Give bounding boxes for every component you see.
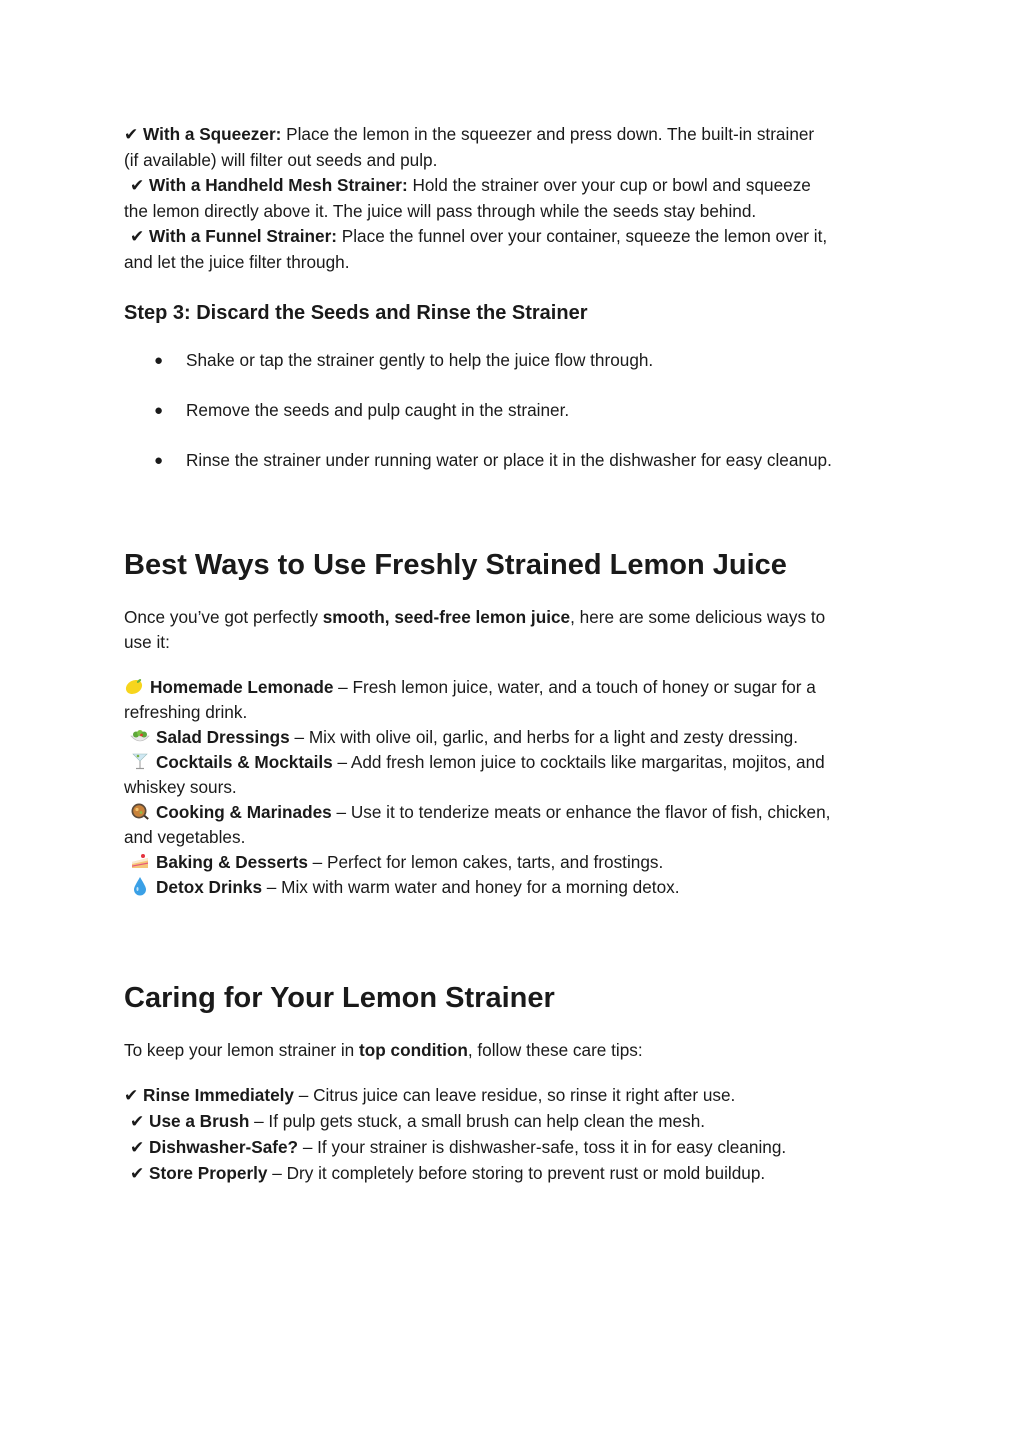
list-item: Baking & Desserts – Perfect for lemon cakes, tarts, and frostings. [124, 850, 904, 875]
strainer-methods: ✔ With a Squeezer: Place the lemon in the squeezer and press down. The built-in strainer (if available) will filter out seeds and pulp. ✔ With a Handheld Mesh Strainer: Hold the strainer over your cup or bowl and squeeze the lemon directly above it. The juice will pass through while the seeds stay behind. ✔ With a Funnel Strainer: Place the funnel over your container, squeeze the lemon over it, and let the juice filter through. [124, 122, 904, 275]
document-page [124, 122, 904, 1187]
bullet-icon: ● [154, 352, 164, 369]
bullet-icon: ● [154, 402, 164, 419]
list-item: ● Shake or tap the strainer gently to help the juice flow through. [124, 348, 904, 373]
method-funnel: ✔ With a Funnel Strainer: Place the funnel over your container, squeeze the lemon over it, [130, 226, 828, 247]
check-icon: ✔ [130, 1112, 145, 1132]
list-item: Detox Drinks – Mix with warm water and honey for a morning detox. [124, 875, 904, 900]
bullet-icon: ● [154, 452, 164, 469]
step3-bullet-list [124, 348, 904, 473]
list-item: Salad Dressings – Mix with olive oil, garlic, and herbs for a light and zesty dressing. [124, 725, 904, 750]
salad-icon [130, 726, 150, 746]
list-item: ✔ Store Properly – Dry it completely before storing to prevent rust or mold buildup. [130, 1163, 766, 1184]
check-icon: ✔ [130, 1138, 145, 1158]
check-icon: ✔ [130, 227, 145, 247]
method-handheld: ✔ With a Handheld Mesh Strainer: Hold the strainer over your cup or bowl and squeeze [130, 175, 811, 196]
method-label: With a Handheld Mesh Strainer: [149, 175, 408, 195]
uses-list: Homemade Lemonade – Fresh lemon juice, water, and a touch of honey or sugar for a refreshing drink. Salad Dressings – Mix with olive oil, garlic, and herbs for a light and zesty dressing. Cocktails & Mocktails – Add fresh lemon juice to cocktails like margaritas, mojitos, and whiskey sours. Cooking & Marinades – Use it to tenderize meats or enhance the flavor of fish, chicken, and vegetables. Baking & Desserts – Perfect for lemon cakes, tarts, and frostings. Detox Drinks – Mix with warm water and honey for a morning detox. [124, 675, 904, 900]
pan-icon [130, 801, 150, 821]
cake-icon [130, 851, 150, 871]
list-item: Cocktails & Mocktails – Add fresh lemon juice to cocktails like margaritas, mojitos, and [124, 750, 904, 775]
lemon-icon [124, 676, 144, 696]
method-squeezer: ✔ With a Squeezer: Place the lemon in the squeezer and press down. The built-in strainer [124, 124, 815, 145]
list-item: ✔ Rinse Immediately – Citrus juice can leave residue, so rinse it right after use. [124, 1085, 736, 1106]
list-item: ● Rinse the strainer under running water or place it in the dishwasher for easy cleanup. [124, 448, 904, 473]
check-icon: ✔ [124, 1086, 139, 1106]
uses-intro: Once you’ve got perfectly smooth, seed-free lemon juice, here are some delicious ways to use it: [124, 607, 826, 652]
method-label: With a Squeezer: [143, 124, 282, 144]
list-item: ✔ Use a Brush – If pulp gets stuck, a small brush can help clean the mesh. [130, 1111, 706, 1132]
list-item: Cooking & Marinades – Use it to tenderize meats or enhance the flavor of fish, chicken, [124, 800, 904, 825]
care-tips [124, 1083, 904, 1187]
step3-heading: Step 3: Discard the Seeds and Rinse the Strainer [124, 302, 588, 324]
care-intro: To keep your lemon strainer in top condition, follow these care tips: [124, 1040, 643, 1060]
care-heading: Caring for Your Lemon Strainer [124, 982, 555, 1014]
list-item: ● Remove the seeds and pulp caught in the strainer. [124, 398, 904, 423]
check-icon: ✔ [130, 1164, 145, 1184]
droplet-icon [130, 876, 150, 896]
list-item: ✔ Dishwasher-Safe? – If your strainer is dishwasher-safe, toss it in for easy cleaning. [130, 1137, 787, 1158]
check-icon: ✔ [124, 125, 139, 145]
list-item: Homemade Lemonade – Fresh lemon juice, water, and a touch of honey or sugar for a [124, 675, 904, 700]
method-label: With a Funnel Strainer: [149, 226, 337, 246]
uses-heading: Best Ways to Use Freshly Strained Lemon Juice [124, 549, 787, 581]
check-icon: ✔ [130, 176, 145, 196]
cocktail-icon [130, 751, 150, 771]
